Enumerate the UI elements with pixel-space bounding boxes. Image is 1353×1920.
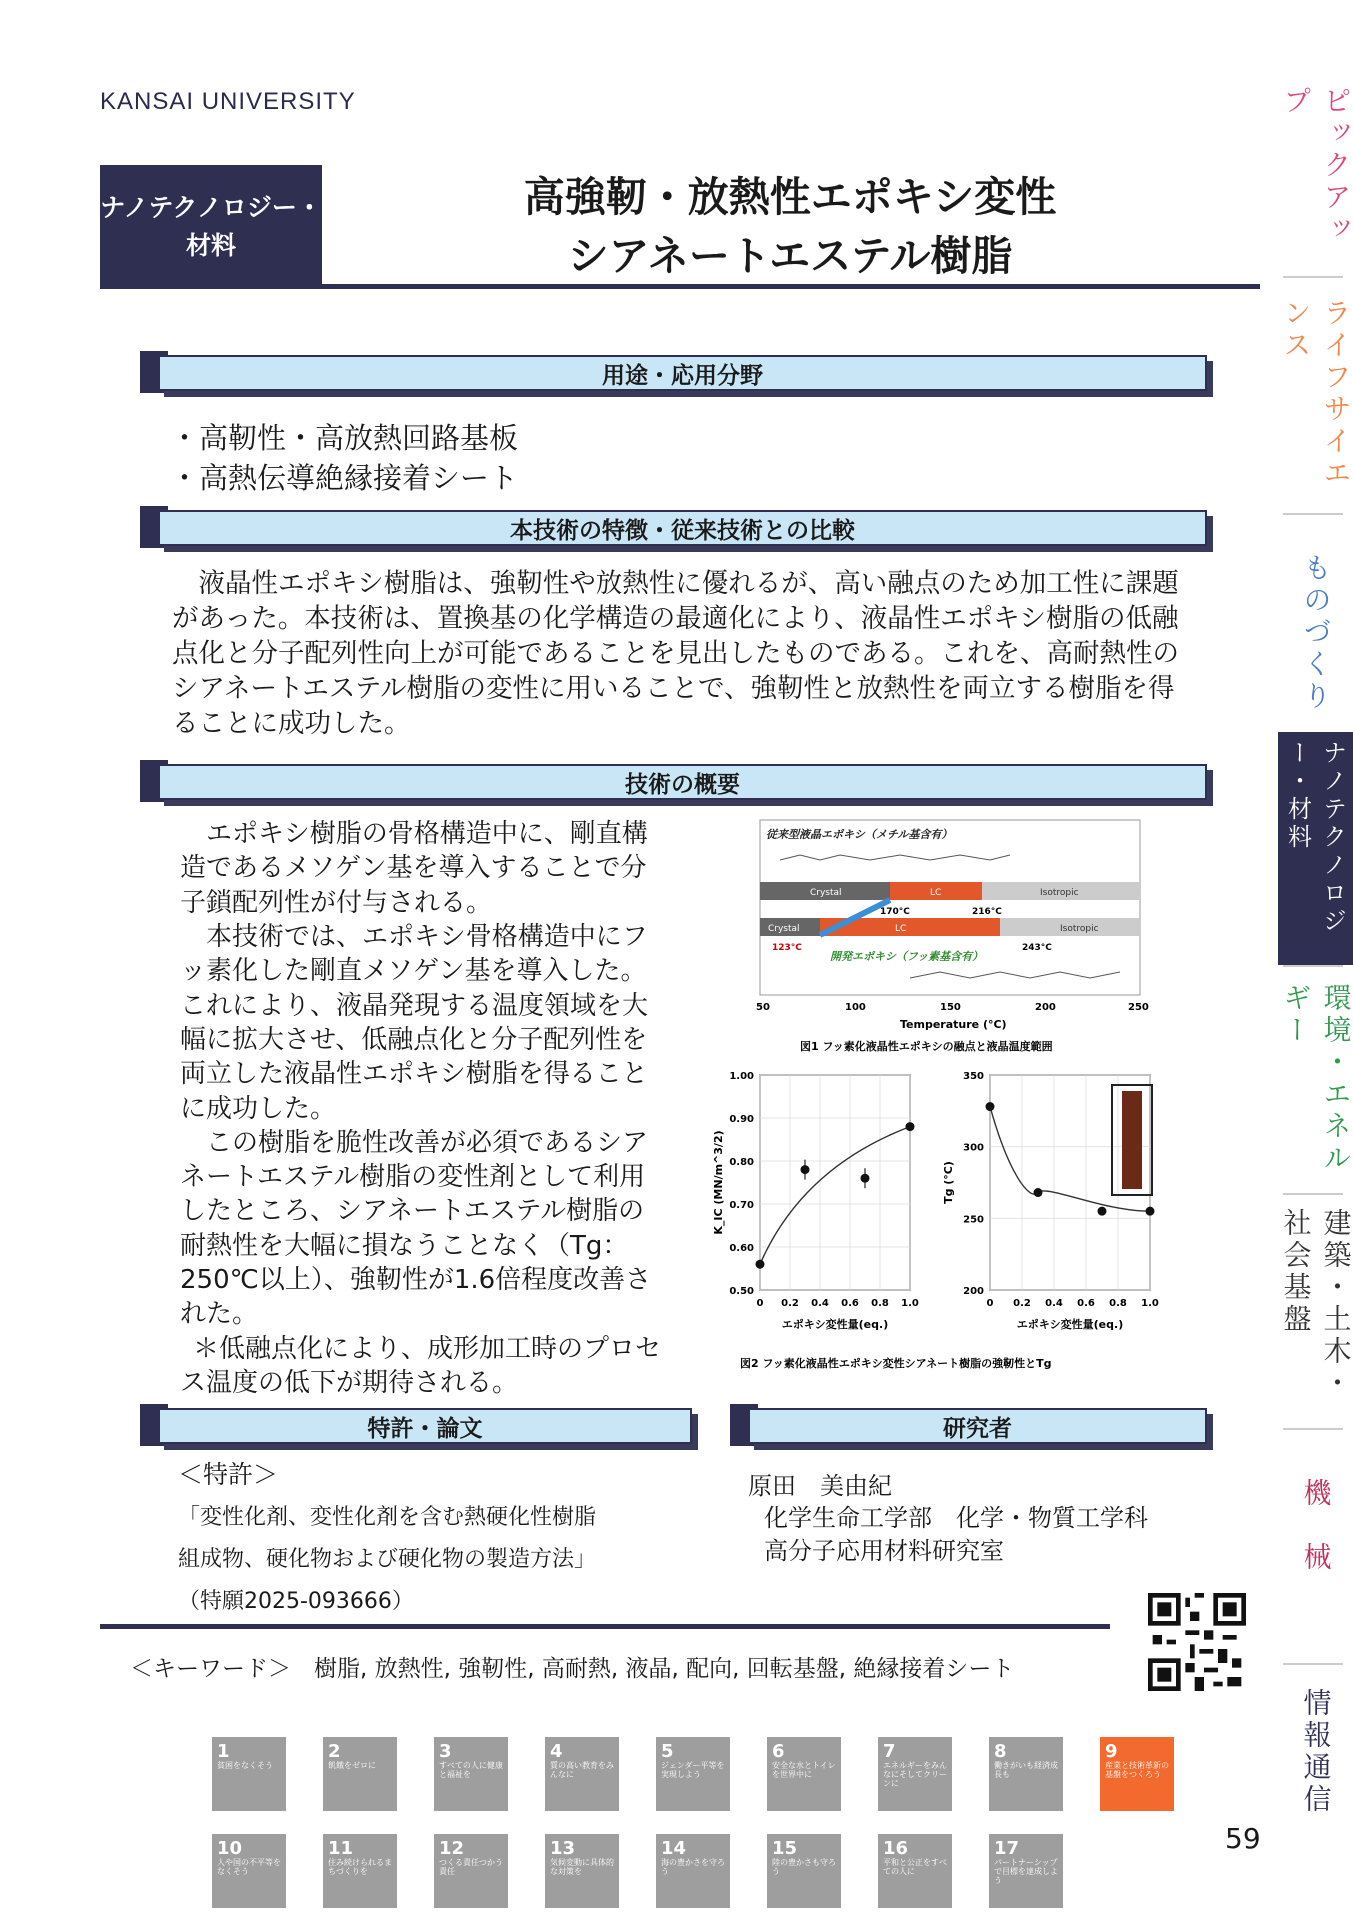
ylabel: K_IC (MN/m^3/2) xyxy=(712,1130,725,1235)
sdg-number: 9 xyxy=(1105,1741,1118,1762)
ytick-label: 0.60 xyxy=(729,1243,754,1254)
section-uses-label: 用途・応用分野 xyxy=(158,355,1207,391)
xtick-label: 0.8 xyxy=(871,1298,889,1309)
fig1-bar1-iso-label: Isotropic xyxy=(1040,888,1079,898)
fig1-bottom-label: 開発エポキシ（フッ素基含有） xyxy=(830,950,984,963)
section-researcher-label: 研究者 xyxy=(748,1408,1207,1444)
ytick-label: 0.50 xyxy=(729,1286,754,1297)
sdg-label: 産業と技術革新の基盤をつくろう xyxy=(1105,1761,1169,1779)
title-divider xyxy=(100,284,1260,289)
xtick-label: 0.6 xyxy=(841,1298,859,1309)
researcher-dept: 化学生命工学部 化学・物質工学科 xyxy=(764,1504,1148,1533)
sdg-icon xyxy=(212,1737,286,1811)
ytick-label: 350 xyxy=(963,1071,984,1082)
features-text: 液晶性エポキシ樹脂は、強靭性や放熱性に優れるが、高い融点のため加工性に課題があった。本技術は、置換基の化学構造の最適化により、液晶性エポキシ樹脂の低融点化と分子配列性向上が可能であることを見出したものである。これを、高耐熱性のシアネートエステル樹脂の変性に用いることで、強靭性と放熱性を両立する樹脂を得ることに成功した。 xyxy=(172,568,1179,739)
sdg-number: 8 xyxy=(994,1741,1007,1762)
sidebar-item-label: ライフサイエンス xyxy=(1279,298,1353,490)
sidebar-item-label: 建築・土木・社会基盤 xyxy=(1279,1208,1353,1400)
xtick-label: 1.0 xyxy=(901,1298,919,1309)
page-title: 高強靭・放熱性エポキシ変性 シアネートエステル樹脂 xyxy=(523,173,1057,281)
fig1-bar2-iso-label: Isotropic xyxy=(1060,924,1099,934)
sidebar-item-label: 環境・エネルギー xyxy=(1279,983,1353,1175)
xtick-label: 0.8 xyxy=(1109,1298,1127,1309)
ytick-label: 0.90 xyxy=(729,1114,754,1125)
patent-line: 「変性化剤、変性化剤を含む熱硬化性樹脂 xyxy=(178,1505,597,1530)
ytick-label: 200 xyxy=(963,1286,984,1297)
data-point xyxy=(1146,1207,1155,1216)
researcher-name: 原田 美由紀 xyxy=(748,1472,892,1500)
sdg-icon xyxy=(989,1834,1063,1908)
fig1-xtick: 50 xyxy=(756,1002,770,1013)
figure2 xyxy=(710,1065,1190,1375)
sdg-label: 貧困をなくそう xyxy=(217,1761,273,1770)
sdg-icon xyxy=(434,1834,508,1908)
sdg-number: 13 xyxy=(550,1838,576,1859)
sdg-icon xyxy=(878,1834,952,1908)
section-features-label: 本技術の特徴・従来技術との比較 xyxy=(158,510,1207,546)
sdg-number: 10 xyxy=(217,1838,243,1859)
sdg-number: 17 xyxy=(994,1838,1020,1859)
chart-kic xyxy=(712,1071,919,1331)
fig1-caption: 図1 フッ素化液晶性エポキシの融点と液晶温度範囲 xyxy=(800,1040,1053,1053)
sidebar-separator xyxy=(1283,1193,1343,1195)
sidebar-item[interactable] xyxy=(1278,975,1353,1193)
sidebar-separator xyxy=(1283,1428,1343,1430)
plot-frame xyxy=(760,1075,910,1290)
sdg-label: 陸の豊かさも守ろう xyxy=(772,1858,836,1876)
fig1-top-label: 従来型液晶エポキシ（メチル基含有） xyxy=(766,828,953,841)
sdg-icon xyxy=(434,1737,508,1811)
fig1-bar2-lc-label: LC xyxy=(895,924,907,934)
researcher-lab: 高分子応用材料研究室 xyxy=(764,1536,1004,1565)
sidebar-item-label: 機 械 xyxy=(1299,1478,1333,1574)
sdg-icon xyxy=(989,1737,1063,1811)
section-patents xyxy=(140,1408,700,1444)
sidebar-item[interactable] xyxy=(1278,732,1353,965)
patent-heading: ＜特許＞ xyxy=(178,1460,279,1489)
fig1-temp: 123°C xyxy=(772,943,802,953)
xtick-label: 0 xyxy=(756,1298,764,1309)
xlabel: エポキシ変性量(eq.) xyxy=(1016,1318,1124,1331)
ytick-label: 300 xyxy=(963,1142,984,1154)
section-researcher xyxy=(730,1408,1215,1444)
fig1-temp: 216°C xyxy=(972,907,1002,917)
data-point xyxy=(756,1260,765,1269)
overview-paragraph: エポキシ樹脂の骨格構造中に、剛直構造であるメソゲン基を導入することで分子鎖配列性が付与される。 xyxy=(180,819,648,918)
uses-item: ・高熱伝導絶縁接着シート xyxy=(170,461,519,496)
sdg-number: 6 xyxy=(772,1741,785,1762)
ytick-label: 250 xyxy=(963,1214,984,1226)
sdg-icon xyxy=(656,1737,730,1811)
sdg-icon xyxy=(878,1737,952,1811)
sdg-number: 5 xyxy=(661,1741,674,1762)
sidebar-separator xyxy=(1283,1663,1343,1665)
data-point xyxy=(1098,1207,1107,1216)
xtick-label: 0.2 xyxy=(781,1298,799,1309)
sidebar-item-label: ピックアップ xyxy=(1279,86,1353,246)
sdg-label: 住み続けられるまちづくりを xyxy=(328,1858,392,1876)
sdg-icon xyxy=(545,1737,619,1811)
overview-paragraph: 本技術では、エポキシ骨格構造中にフッ素化した剛直メソゲン基を導入した。これにより、液晶発現する温度領域を大幅に拡大させ、低融点化と分子配列性を両立した液晶性エポキシ樹脂を得ることに成功した。 xyxy=(180,921,649,1124)
sdg-label: ジェンダー平等を実現しよう xyxy=(661,1761,725,1779)
sidebar-item[interactable] xyxy=(1278,545,1353,733)
overview-paragraph: ＊低融点化により、成形加工時のプロセス温度の低下が期待される。 xyxy=(180,1333,662,1398)
sdg-icon xyxy=(323,1834,397,1908)
sdg-label: 気候変動に具体的な対策を xyxy=(550,1858,614,1876)
uses-item: ・高靭性・高放熱回路基板 xyxy=(170,421,519,455)
sidebar-item[interactable] xyxy=(1278,1200,1353,1428)
data-point xyxy=(861,1174,870,1183)
sdg-number: 15 xyxy=(772,1838,798,1859)
sdg-number: 2 xyxy=(328,1741,341,1762)
figure1 xyxy=(740,810,1160,1060)
sidebar-item[interactable] xyxy=(1278,290,1353,513)
sdg-label: 人や国の不平等をなくそう xyxy=(217,1858,281,1876)
sidebar-item[interactable] xyxy=(1278,78,1353,276)
overview-text xyxy=(180,817,670,1400)
fig1-bar1-crystal-label: Crystal xyxy=(810,888,842,898)
sdg-number: 11 xyxy=(328,1838,354,1859)
xtick-label: 0.2 xyxy=(1013,1298,1031,1309)
sdg-label: 働きがいも経済成長も xyxy=(994,1761,1058,1779)
sdg-label: エネルギーをみんなにそしてクリーンに xyxy=(883,1761,947,1788)
sidebar-item[interactable] xyxy=(1278,1470,1353,1663)
data-point xyxy=(986,1102,995,1111)
sdg-label: 海の豊かさを守ろう xyxy=(661,1858,725,1876)
researcher-info xyxy=(748,1470,1148,1567)
patent-line: （特願2025-093666） xyxy=(178,1588,414,1614)
data-point xyxy=(906,1122,915,1131)
sdg-number: 14 xyxy=(661,1838,687,1859)
sdg-number: 16 xyxy=(883,1838,909,1859)
section-uses xyxy=(140,355,1215,391)
xlabel: エポキシ変性量(eq.) xyxy=(781,1318,889,1331)
uses-list xyxy=(170,418,518,498)
sdg-number: 3 xyxy=(439,1741,452,1762)
sdg-icon xyxy=(323,1737,397,1811)
sdg-icon xyxy=(656,1834,730,1908)
fig1-xtick: 100 xyxy=(845,1002,866,1013)
overview-paragraph: この樹脂を脆性改善が必須であるシアネートエステル樹脂の変性剤として利用したところ、シアネートエステル樹脂の耐熱性を大幅に損なうことなく（Tg：250℃以上）、強靭性が1.6倍程度改善された。 xyxy=(180,1127,652,1330)
patent-body xyxy=(178,1497,596,1622)
fig1-temp: 243°C xyxy=(1022,943,1052,953)
sdg-number: 4 xyxy=(550,1741,563,1762)
fig1-xtick: 150 xyxy=(940,1002,961,1013)
sidebar-separator xyxy=(1283,965,1343,967)
sdg-label: 平和と公正をすべての人に xyxy=(883,1858,947,1876)
xtick-label: 0.6 xyxy=(1077,1298,1095,1309)
category-box: ナノテクノロジー・ 材料 xyxy=(100,165,322,288)
brand: KANSAI UNIVERSITY xyxy=(100,88,356,115)
sdg-icon xyxy=(767,1834,841,1908)
sdg-icon xyxy=(545,1834,619,1908)
keywords-divider xyxy=(100,1624,1110,1629)
xtick-label: 1.0 xyxy=(1141,1298,1159,1309)
sdg-number: 1 xyxy=(217,1741,230,1762)
sdg-number: 7 xyxy=(883,1741,896,1762)
sidebar-separator xyxy=(1283,276,1343,278)
section-features xyxy=(140,510,1215,546)
qr-code[interactable] xyxy=(1148,1593,1246,1691)
sidebar-item-label: 情報通信 xyxy=(1299,1688,1333,1816)
tg-highlight-fill xyxy=(1122,1091,1142,1189)
sdg-icon xyxy=(1100,1737,1174,1811)
ytick-label: 0.80 xyxy=(729,1157,754,1168)
sdg-label: 安全な水とトイレを世界中に xyxy=(772,1761,836,1779)
fit-curve xyxy=(760,1127,910,1265)
sdg-number: 12 xyxy=(439,1838,465,1859)
xtick-label: 0 xyxy=(986,1298,994,1309)
sidebar-item[interactable] xyxy=(1278,1680,1353,1863)
sdg-label: つくる責任つかう責任 xyxy=(439,1858,503,1876)
fig1-bar2-crystal-label: Crystal xyxy=(768,924,800,934)
section-patents-label: 特許・論文 xyxy=(158,1408,692,1444)
ytick-label: 1.00 xyxy=(729,1071,754,1082)
sdg-icon xyxy=(767,1737,841,1811)
section-overview xyxy=(140,764,1215,800)
data-point xyxy=(801,1165,810,1174)
fig2-caption: 図2 フッ素化液晶性エポキシ変性シアネート樹脂の強靭性とTg xyxy=(740,1357,1052,1370)
fig1-xtick: 250 xyxy=(1128,1002,1149,1013)
fig1-temp: 170°C xyxy=(880,907,910,917)
sdg-label: 飢餓をゼロに xyxy=(328,1761,376,1770)
section-overview-label: 技術の概要 xyxy=(158,764,1207,800)
fig1-xtick: 200 xyxy=(1035,1002,1056,1013)
sidebar-separator xyxy=(1283,513,1343,515)
fig1-bar1-lc-label: LC xyxy=(930,888,942,898)
sidebar-item-label: ものづくり xyxy=(1299,553,1333,713)
ylabel: Tg (°C) xyxy=(942,1161,955,1204)
ytick-label: 0.70 xyxy=(729,1200,754,1211)
sdg-label: 質の高い教育をみんなに xyxy=(550,1761,614,1779)
patent-line: 組成物、硬化物および硬化物の製造方法」 xyxy=(178,1546,597,1572)
sdg-label: パートナーシップで目標を達成しよう xyxy=(994,1858,1058,1885)
data-point xyxy=(1034,1188,1043,1197)
keywords: ＜キーワード＞ 樹脂, 放熱性, 強靭性, 高耐熱, 液晶, 配向, 回転基盤, 絶縁接着シート xyxy=(130,1656,1015,1682)
xtick-label: 0.4 xyxy=(811,1298,829,1309)
sdg-icon xyxy=(212,1834,286,1908)
sidebar-item-label: ナノテクノロジー・材料 xyxy=(1283,740,1347,936)
page-number: 59 xyxy=(1225,1822,1261,1855)
sdg-label: すべての人に健康と福祉を xyxy=(439,1761,503,1779)
xtick-label: 0.4 xyxy=(1045,1298,1063,1309)
fig1-xlabel: Temperature (°C) xyxy=(900,1018,1007,1031)
